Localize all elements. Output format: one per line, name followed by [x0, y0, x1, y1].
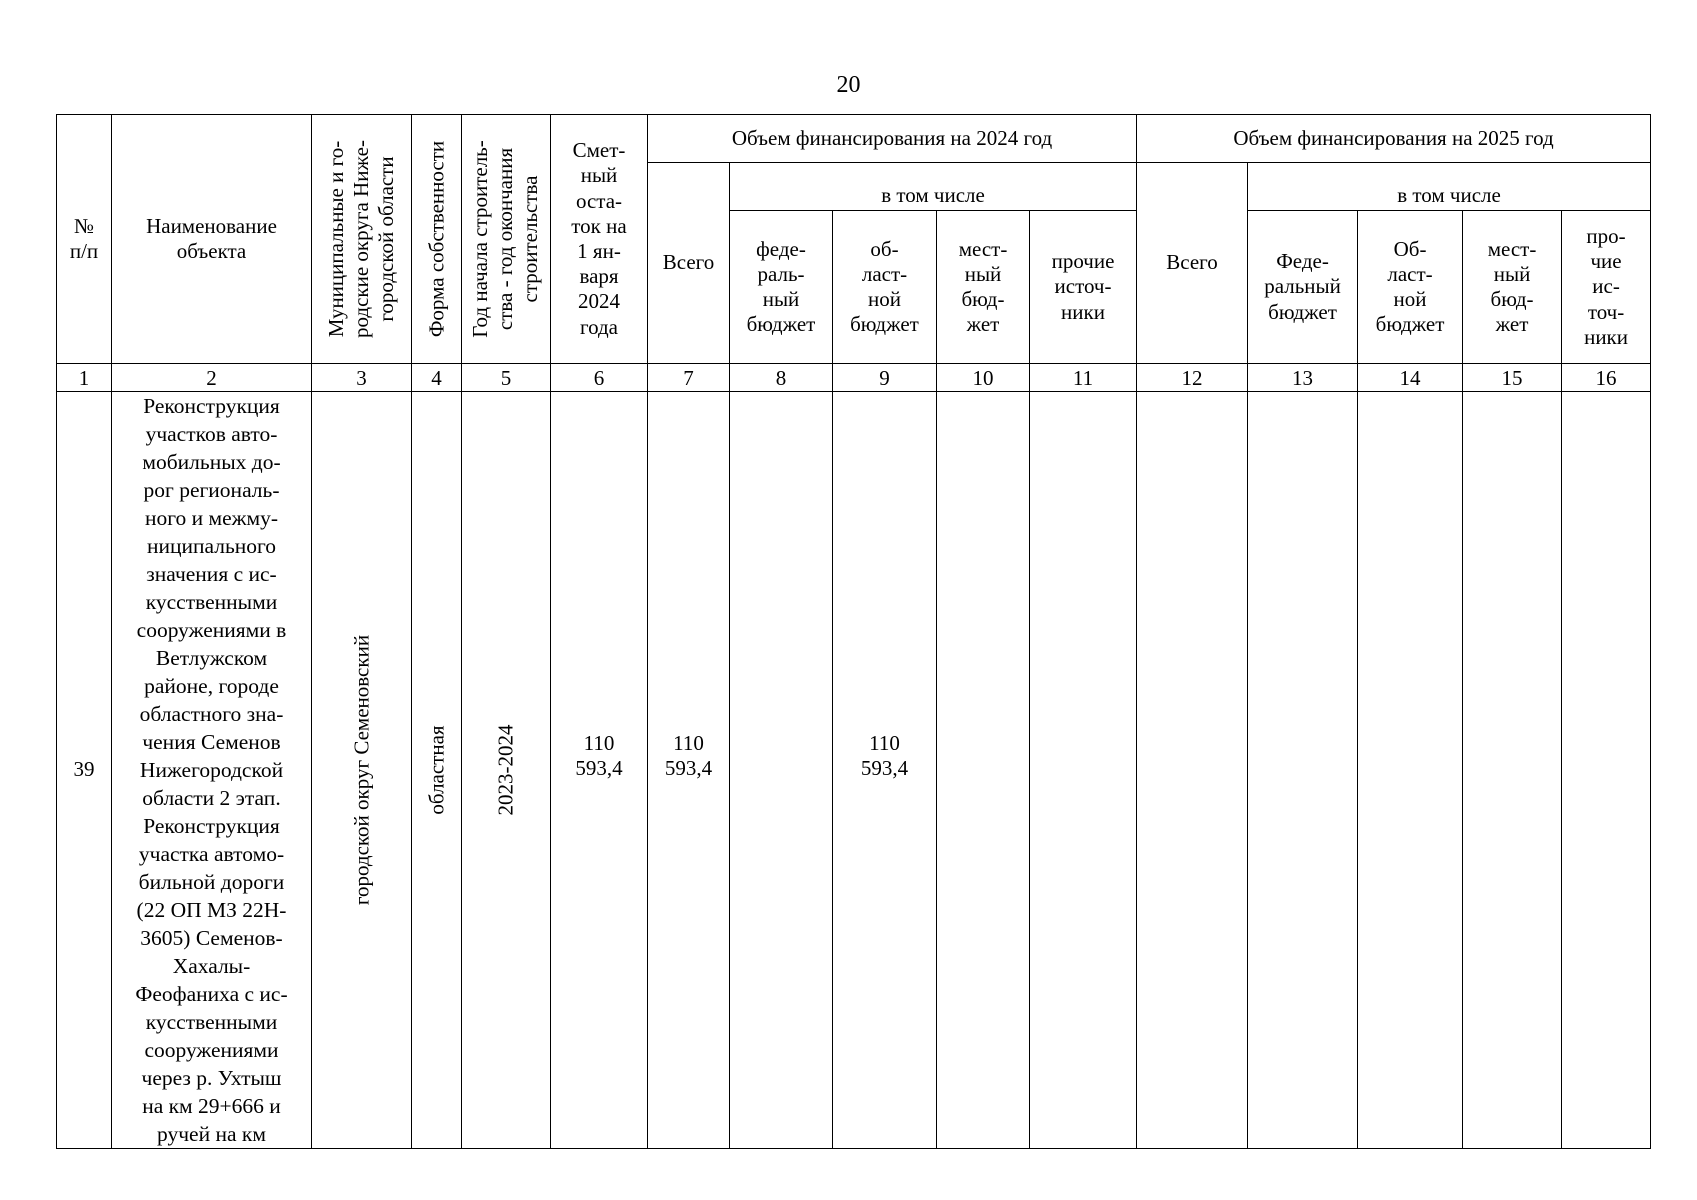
- header-including-2024: в том числе: [730, 163, 1137, 211]
- header-estimate-remainder: Смет- ный оста- ток на 1 ян- варя 2024 года: [551, 115, 648, 364]
- column-number: 8: [730, 364, 833, 392]
- object-name: Реконструкция участков авто- мобильных до- рог региональ- ного и межму- ниципального значения с ис- кусственными сооружениями в Ветлужском районе, городе областного зна- чения Семенов Нижегородской области 2 этап. Реконструкция участка автомо- бильной дороги (22 ОП МЗ 22Н- 3605) Семенов- Хахалы- Феофаниха с ис- кусственными сооружениями через р. Ухтыш на км 29+666 и ручей на км: [112, 392, 312, 1149]
- column-number: 3: [312, 364, 412, 392]
- column-number: 13: [1248, 364, 1358, 392]
- table-row: [57, 392, 1651, 1149]
- local-2024-cell: [937, 392, 1030, 1149]
- column-number: 16: [1562, 364, 1651, 392]
- total-2024-cell: 110 593,4: [648, 392, 730, 1149]
- header-object-name: Наименование объекта: [112, 115, 312, 364]
- header-total-2024: Всего: [648, 163, 730, 364]
- municipality-cell: городской округ Семеновский: [312, 392, 412, 1149]
- column-number: 11: [1030, 364, 1137, 392]
- row-number: 39: [57, 392, 112, 1149]
- header-ownership: Форма собственности: [412, 115, 462, 364]
- header-total-2025: Всего: [1137, 163, 1248, 364]
- header-local-2024: мест- ный бюд- жет: [937, 211, 1030, 364]
- column-number: 2: [112, 364, 312, 392]
- header-federal-2025: Феде- ральный бюджет: [1248, 211, 1358, 364]
- header-including-2025: в том числе: [1248, 163, 1651, 211]
- other-2025-cell: [1562, 392, 1651, 1149]
- column-number: 14: [1358, 364, 1463, 392]
- header-regional-2025: Об- ласт- ной бюджет: [1358, 211, 1463, 364]
- column-number: 15: [1463, 364, 1562, 392]
- federal-2024-cell: [730, 392, 833, 1149]
- federal-2025-cell: [1248, 392, 1358, 1149]
- regional-2025-cell: [1358, 392, 1463, 1149]
- column-number: 1: [57, 364, 112, 392]
- header-federal-2024: феде- раль- ный бюджет: [730, 211, 833, 364]
- other-2024-cell: [1030, 392, 1137, 1149]
- header-local-2025: мест- ный бюд- жет: [1463, 211, 1562, 364]
- estimate-remainder-cell: 110 593,4: [551, 392, 648, 1149]
- construction-years-cell: 2023-2024: [462, 392, 551, 1149]
- header-row-number: № п/п: [57, 115, 112, 364]
- column-number: 12: [1137, 364, 1248, 392]
- column-number: 4: [412, 364, 462, 392]
- header-regional-2024: об- ласт- ной бюджет: [833, 211, 937, 364]
- header-other-2024: прочие источ- ники: [1030, 211, 1137, 364]
- column-number: 6: [551, 364, 648, 392]
- total-2025-cell: [1137, 392, 1248, 1149]
- page-number: 20: [836, 72, 861, 98]
- header-funding-2025: Объем финансирования на 2025 год: [1137, 115, 1651, 163]
- header-other-2025: про- чие ис- точ- ники: [1562, 211, 1651, 364]
- regional-2024-cell: 110 593,4: [833, 392, 937, 1149]
- investment-table: [56, 114, 1651, 1149]
- header-construction-years: Год начала строитель- ства - год окончания строительства: [462, 115, 551, 364]
- ownership-cell: областная: [412, 392, 462, 1149]
- column-number: 9: [833, 364, 937, 392]
- local-2025-cell: [1463, 392, 1562, 1149]
- column-number: 7: [648, 364, 730, 392]
- header-funding-2024: Объем финансирования на 2024 год: [648, 115, 1137, 163]
- header-municipality: Муниципальные и го- родские округа Ниже- городской области: [312, 115, 412, 364]
- column-number-row: [57, 364, 1651, 392]
- column-number: 5: [462, 364, 551, 392]
- column-number: 10: [937, 364, 1030, 392]
